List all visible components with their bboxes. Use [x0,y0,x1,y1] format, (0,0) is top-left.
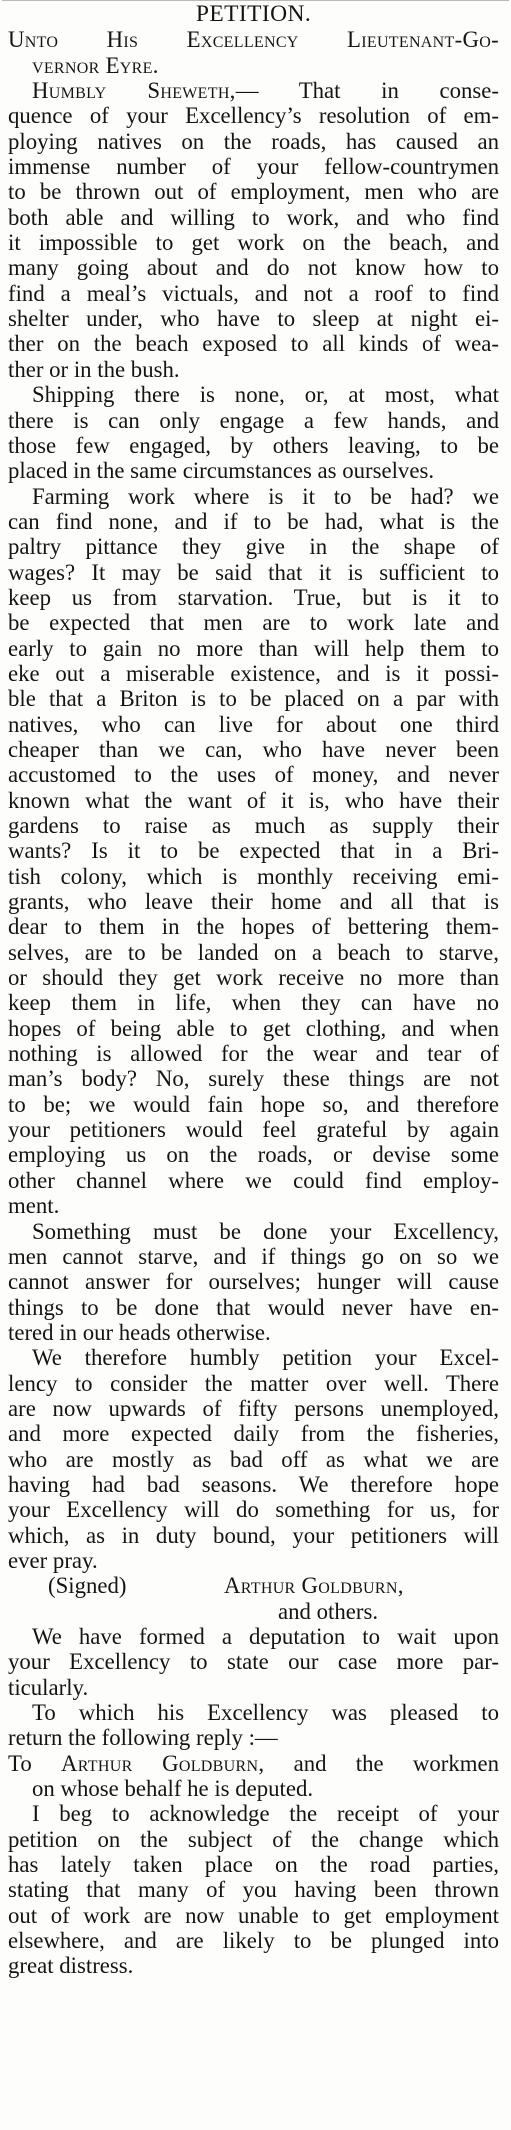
paragraph [8,1624,499,1700]
text-line: hopes of being able to get clothing, and when [8,1015,499,1041]
petition-address [8,27,499,78]
text-line: it impossible to get work on the beach, and [8,230,499,256]
text-line: men cannot starve, and if things go on so we [8,1243,499,1269]
text-line: ment. [8,1193,60,1219]
signatory-others: and others. [278,1598,379,1624]
text-line: known what the want of it is, who have their [8,787,499,813]
text-line: return the following reply :— [8,1725,278,1751]
signatory-name: Arthur Goldburn, [224,1573,404,1599]
text-line: are now upwards of fifty persons unemployed, [8,1395,499,1421]
reply-intro-paragraph [8,1700,499,1751]
paragraph [8,1345,499,1573]
text-line: those few engaged, by others leaving, to be [8,432,499,458]
opening-words: Humbly Sheweth, [32,78,236,104]
paragraph [8,1801,499,1978]
text-line: find a meal’s victuals, and not a roof to find [8,280,499,306]
text-line: tered in our heads otherwise. [8,1319,271,1345]
petition-title: PETITION. [195,1,312,27]
text-line: placed in the same circumstances as ourselves. [8,458,435,484]
reply-body-paragraph [8,1801,499,1978]
signature-block [8,1573,499,1598]
text-line: elsewhere, and are likely to be plunged into [8,1928,499,1954]
text-line: petition on the subject of the change which [8,1826,499,1852]
text-line: shelter under, who have to sleep at night ei- [8,306,499,332]
text-line: can find none, and if to be had, what is the [8,508,499,534]
reply-address [8,1751,499,1802]
reply-address-line [8,1751,499,1776]
text-line: early to gain no more than will help them to [8,635,499,661]
text-line: or should they get work receive no more than [8,965,499,991]
text-line: out of work are now unable to get employment [8,1902,499,1928]
text-line: having had bad seasons. We therefore hope [8,1471,499,1497]
petition-body [8,78,499,1573]
text-line: has lately taken place on the road parties, [8,1852,499,1878]
text-line: We have formed a deputation to wait upon [32,1624,499,1649]
paragraph [8,78,499,382]
text-line: ble that a Briton is to be placed on a par with [8,686,499,712]
reply-address-line: on whose behalf he is deputed. [32,1776,314,1802]
text-line: wages? It may be said that it is sufficient to [8,559,499,585]
text-line: to be thrown out of employment, men who are [8,179,499,205]
text-line: stating that many of you having been thrown [8,1877,499,1903]
text-line: cheaper than we can, who have never been [8,736,499,762]
text-line: your petitioners would feel grateful by again [8,1117,499,1143]
text-line: ploying natives on the roads, has caused an [8,128,499,154]
text-line: there is can only engage a few hands, and [8,407,499,433]
paragraph [8,1219,499,1346]
text-line: gardens to raise as much as supply their [8,813,499,838]
text-line: and more expected daily from the fisheries, [8,1421,499,1447]
text-line: nothing is allowed for the wear and tear of [8,1041,499,1067]
top-rule [2,0,509,1]
address-line: Unto His Excellency Lieutenant-Go- [8,27,499,53]
text-line: Humbly Sheweth,— That in conse- [32,78,499,104]
text-line: grants, who leave their home and all that is [8,889,499,915]
text-line: Shipping there is none, or, at most, what [32,382,499,408]
text-line: We therefore humbly petition your Excel- [32,1345,499,1371]
text-line: eke out a miserable existence, and is it possi- [8,660,499,686]
signed-label: (Signed) [48,1573,127,1599]
text-line: tish colony, which is monthly receiving emi- [8,863,499,889]
text-line: your Excellency will do something for us, for [8,1497,499,1523]
paragraph [8,1700,499,1751]
text-line: accustomed to the uses of money, and never [8,762,499,788]
text-line: dear to them in the hopes of bettering them- [8,914,499,940]
text-line: which, as in duty bound, your petitioners will [8,1522,499,1548]
text-line: natives, who can live for about one third [8,711,499,737]
text-line: many going about and do not know how to [8,255,499,281]
text-line: keep us from starvation. True, but is it to [8,584,499,610]
text-line: to be; we would fain hope so, and therefore [8,1091,499,1117]
text-line: employing us on the roads, or devise some [8,1142,499,1168]
reply-addressee-name: Arthur Goldburn, [61,1750,265,1776]
text-line: immense number of your fellow-countrymen [8,154,499,180]
text-line: paltry pittance they give in the shape of [8,534,499,560]
address-line: vernor Eyre. [32,52,159,78]
text-line: both able and willing to work, and who find [8,204,499,230]
text-line: ther or in the bush. [8,356,180,382]
text-line: who are mostly as bad off as what we are [8,1446,499,1472]
text-line: things to be done that would never have en- [8,1294,499,1320]
text-line: Something must be done your Excellency, [32,1218,499,1244]
text-line: ther on the beach exposed to all kinds of wea- [8,331,499,357]
deputation-paragraph [8,1624,499,1700]
reply-to: To [8,1750,32,1776]
text-line: lency to consider the matter over well. There [8,1370,499,1396]
paragraph [8,484,499,1219]
reply-address-rest: and the workmen [293,1750,500,1776]
text-line: Farming work where is it to be had? we [32,483,499,509]
text-line: To which his Excellency was pleased to [32,1700,499,1726]
text-line: great distress. [8,1953,134,1979]
text-line: cannot answer for ourselves; hunger will cause [8,1269,499,1295]
text-line: wants? Is it to be expected that in a Bri- [8,838,499,864]
text-line: ticularly. [8,1674,89,1700]
text-line: man’s body? No, surely these things are not [8,1066,499,1092]
text-line: your Excellency to state our case more par- [8,1649,499,1675]
text-line: be expected that men are to work late and [8,610,499,636]
text-line: I beg to acknowledge the receipt of your [32,1801,499,1827]
text-line: selves, are to be landed on a beach to starve, [8,939,499,965]
text-line: ever pray. [8,1547,98,1573]
paragraph [8,382,499,483]
text-line: keep them in life, when they can have no [8,990,499,1016]
text-line: quence of your Excellency’s resolution of em- [8,103,499,129]
text-line: other channel where we could find employ- [8,1167,499,1193]
